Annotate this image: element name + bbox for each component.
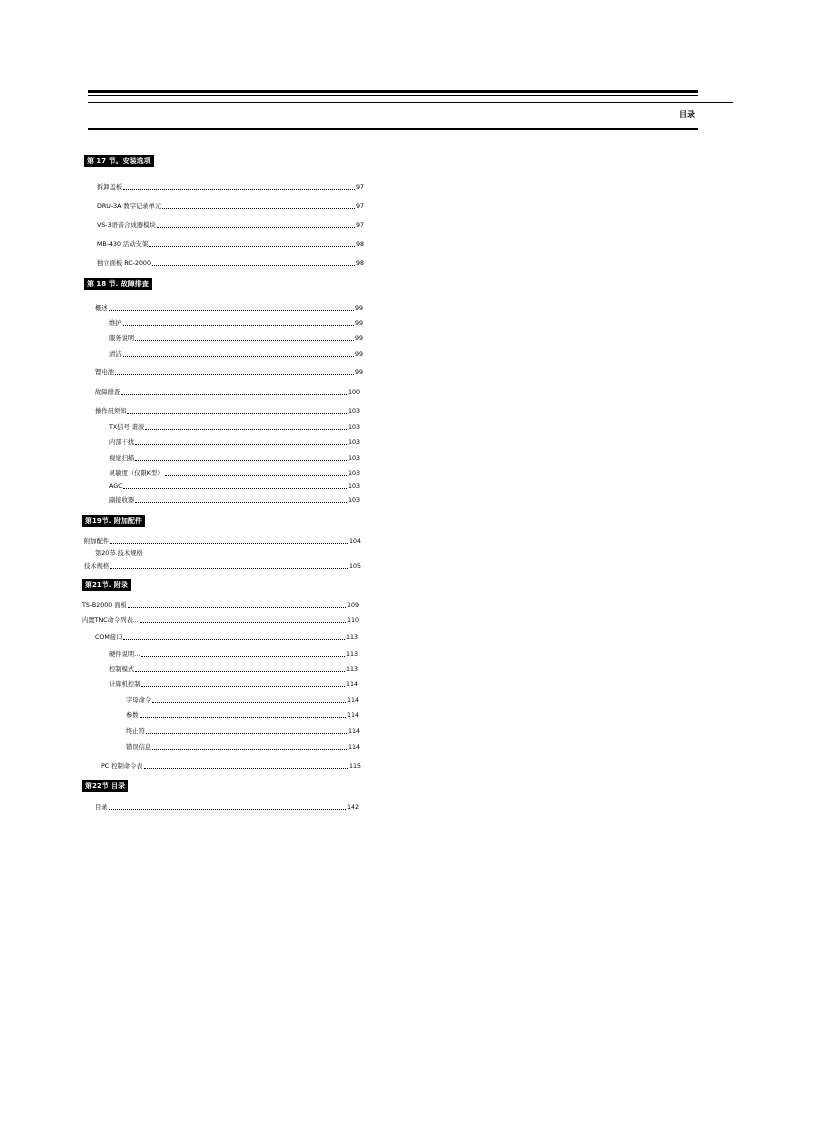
section-heading-18: 第 18 节. 故障排查 [84,278,152,290]
toc-entry[interactable] [84,537,361,546]
toc-entry[interactable] [109,350,363,359]
toc-entry[interactable] [97,221,364,230]
toc-entry-page: 97 [355,184,364,191]
toc-entry-page: 103 [347,439,360,446]
toc-entry-page: 142 [346,804,359,811]
toc-entry[interactable] [97,240,364,249]
toc-leader [149,246,355,247]
toc-entry[interactable] [97,202,364,211]
toc-leader [152,702,346,703]
toc-entry[interactable] [109,469,360,478]
toc-leader [146,733,347,734]
toc-entry-title: AGC [109,483,123,490]
toc-entry-page: 104 [348,538,361,545]
toc-entry-page: 103 [347,470,360,477]
toc-entry-title: 错误信息 [126,744,152,751]
toc-entry-title: 目录 [95,804,108,811]
toc-entry-title: 内置TNC命令列表... [82,617,139,624]
toc-entry-title: 维护 [109,320,122,327]
toc-entry[interactable] [126,743,360,752]
toc-leader [110,543,348,544]
toc-entry[interactable] [109,423,360,432]
toc-entry-page: 113 [345,666,358,673]
toc-entry-page: 103 [347,424,360,431]
toc-entry-title: 参数 [126,712,139,719]
toc-entry-title: 操作员须知 [95,408,127,415]
toc-entry[interactable] [109,454,360,463]
toc-entry-title: PC 控制命令表 [101,763,143,770]
toc-entry[interactable] [95,407,360,416]
toc-entry-title: 服务说明 [109,335,135,342]
toc-entry-title: 字母命令 [126,697,152,704]
toc-entry[interactable] [95,803,359,812]
toc-entry[interactable] [82,616,359,625]
toc-entry-page: 99 [354,335,363,342]
toc-entry-title: TS-B2000 面板 [82,602,127,609]
toc-entry-title: VS-3语音合成器模块 [97,222,156,229]
toc-entry[interactable] [126,727,360,736]
toc-entry[interactable] [126,696,359,705]
toc-leader [135,444,347,445]
toc-leader [145,429,347,430]
toc-entry-page: 113 [345,651,358,658]
toc-entry-page: 114 [346,712,359,719]
toc-entry-page: 99 [354,369,363,376]
toc-leader [123,356,354,357]
toc-entry[interactable] [109,496,360,505]
toc-entry-title: 终止符 [126,728,145,735]
toc-leader [123,325,354,326]
toc-entry[interactable] [109,482,360,491]
toc-entry-page: 113 [345,634,358,641]
toc-entry-page: 103 [347,408,360,415]
page-header-title: 目录 [679,110,695,119]
toc-entry[interactable] [109,650,358,659]
toc-entry-page: 114 [347,728,360,735]
toc-entry-page: 99 [354,320,363,327]
toc-entry[interactable] [109,334,363,343]
toc-entry[interactable] [97,259,364,268]
toc-leader [140,717,346,718]
toc-entry-title: 硬件说明... [109,651,141,658]
toc-entry[interactable] [95,388,360,397]
toc-entry-page: 114 [346,697,359,704]
section-heading-21: 第21节. 附录 [82,579,131,591]
toc-entry-title: 副接收器 [109,497,135,504]
toc-entry[interactable] [109,319,363,328]
toc-entry-title: 控制模式 [109,666,135,673]
toc-entry-page: 103 [347,497,360,504]
toc-leader [109,809,346,810]
header-rule-top-thick [88,90,698,93]
toc-entry-title: 灵敏度（仅限K型） [109,470,164,477]
toc-entry[interactable] [95,304,363,313]
toc-entry-page: 114 [347,744,360,751]
toc-entry-page: 98 [355,260,364,267]
toc-leader [115,374,354,375]
toc-leader [157,227,355,228]
toc-leader [135,460,347,461]
toc-entry-title: TX信号 谐波 [109,424,145,431]
toc-entry-title: 视觉扫描 [109,455,135,462]
toc-entry-title: 计算机控制 [109,681,141,688]
toc-leader [127,413,346,414]
toc-leader [128,607,346,608]
toc-entry-title: 拆卸盖板 [97,184,123,191]
toc-entry-page: 109 [346,602,359,609]
toc-leader [152,749,347,750]
toc-entry[interactable] [95,633,358,642]
toc-entry-page: 97 [355,203,364,210]
toc-entry[interactable] [84,562,361,571]
toc-leader [152,265,355,266]
toc-leader [140,622,346,623]
toc-leader [109,310,354,311]
toc-entry-page: 115 [348,763,361,770]
toc-entry-title: 内部干扰 [109,439,135,446]
toc-entry-page: 105 [348,563,361,570]
toc-entry[interactable] [82,601,359,610]
section-heading-19: 第19节. 附加配件 [82,515,145,527]
toc-leader [141,686,344,687]
toc-entry[interactable] [101,762,361,771]
toc-leader [121,394,347,395]
toc-entry-page: 97 [355,222,364,229]
toc-entry-page: 99 [354,305,363,312]
toc-entry-page: 103 [347,455,360,462]
toc-entry-title: COM接口 [95,634,123,641]
toc-entry-title: DRU-3A 数字记录单元 [97,203,162,210]
toc-entry-page: 114 [345,681,358,688]
toc-leader [141,656,345,657]
toc-entry-title: 附加配件 [84,538,110,545]
toc-entry-page: 99 [354,351,363,358]
toc-leader [135,340,354,341]
toc-entry[interactable] [109,680,358,689]
toc-leader [135,502,347,503]
toc-entry-title: MB-430 活动支架 [97,241,149,248]
toc-entry-title: 技术规格 [84,563,110,570]
toc-entry-page: 98 [355,241,364,248]
toc-entry-title: 独立面板 RC-2000 [97,260,151,267]
toc-subheading-20[interactable]: 第20节.技术规格 [95,550,143,557]
header-rule-bottom [88,128,698,130]
toc-entry-page: 100 [347,389,360,396]
header-rule-top-thin [88,95,698,96]
toc-entry-page: 110 [346,617,359,624]
toc-leader [162,208,355,209]
toc-entry-title: 清洁 [109,351,122,358]
toc-entry-title: 锂电池 [95,369,114,376]
toc-entry[interactable] [126,711,359,720]
header-rule-middle [88,102,733,103]
toc-entry[interactable] [109,438,360,447]
toc-leader [123,488,346,489]
toc-leader [165,475,347,476]
toc-entry-page: 103 [347,483,360,490]
section-heading-22: 第22节 目录 [82,780,128,792]
section-heading-17: 第 17 节。安装选项 [84,155,154,167]
toc-leader [123,639,345,640]
toc-entry[interactable] [97,183,364,192]
toc-leader [135,671,345,672]
toc-entry[interactable] [109,665,358,674]
toc-entry-title: 故障排查 [95,389,121,396]
toc-entry[interactable] [95,368,363,377]
toc-leader [123,189,355,190]
toc-entry-title: 概述 [95,305,108,312]
toc-leader [144,768,348,769]
toc-leader [110,568,348,569]
